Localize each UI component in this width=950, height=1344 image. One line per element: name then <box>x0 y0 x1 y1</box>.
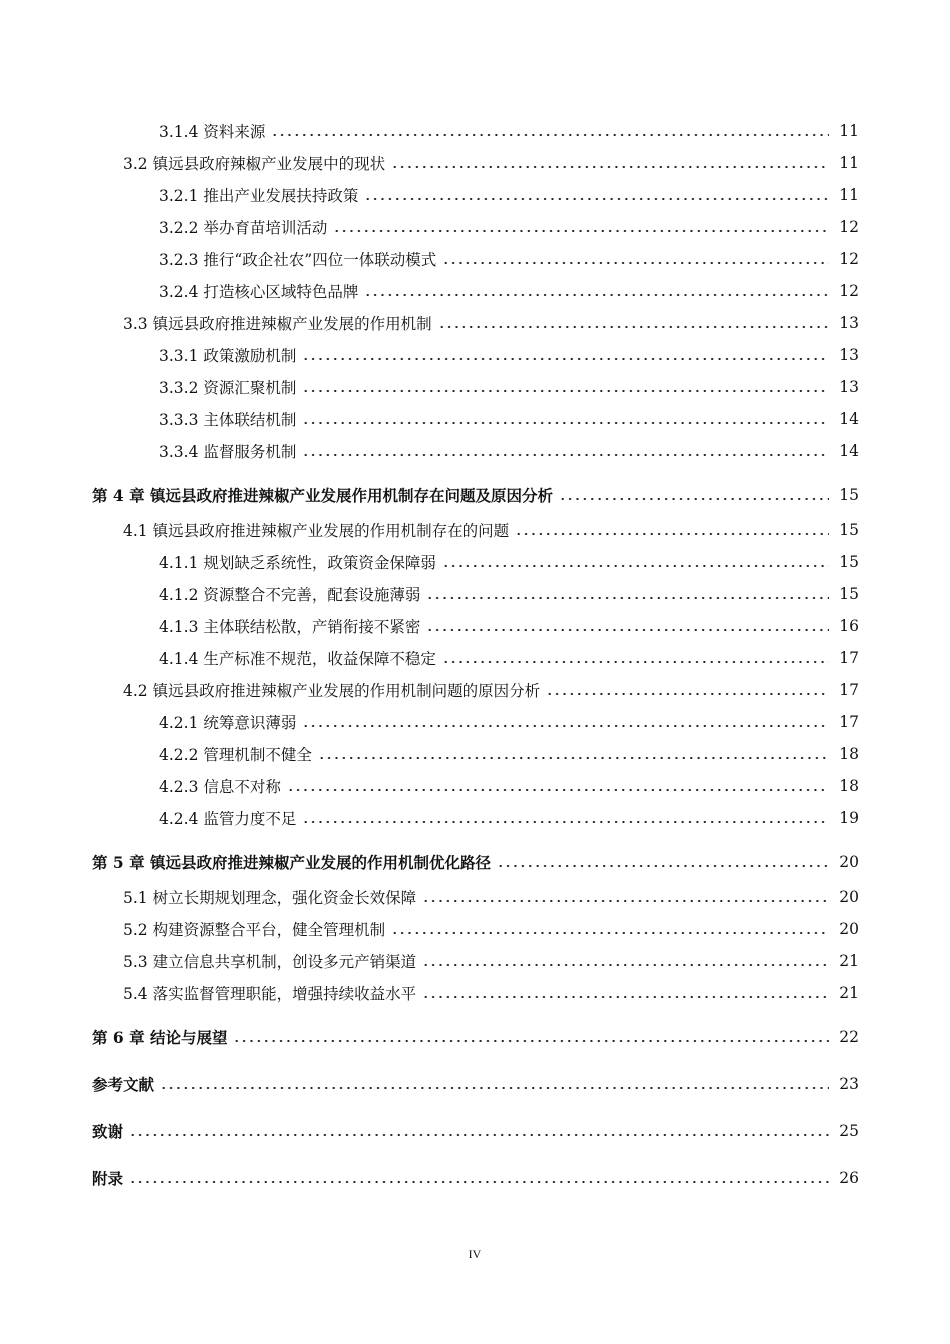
dot-leader <box>129 1181 829 1183</box>
toc-entry[interactable] <box>0 147 950 179</box>
toc-entry[interactable] <box>0 275 950 307</box>
toc-entry-page: 13 <box>839 378 859 396</box>
toc-entry-title: 3.1.4 资料来源 <box>159 123 266 141</box>
toc-entry-page: 15 <box>839 585 859 603</box>
toc-entry-title: 3.3.3 主体联结机制 <box>159 411 297 429</box>
toc-entry-page: 23 <box>839 1074 859 1093</box>
toc-entry-title: 4.1.2 资源整合不完善，配套设施薄弱 <box>159 586 421 604</box>
toc-entry-title: 3.2 镇远县政府辣椒产业发展中的现状 <box>123 155 386 173</box>
toc-entry-page: 14 <box>839 442 859 460</box>
toc-entry[interactable] <box>0 770 950 802</box>
toc-entry-title: 4.2 镇远县政府推进辣椒产业发展的作用机制问题的原因分析 <box>123 682 541 700</box>
dot-leader <box>364 294 829 296</box>
toc-entry-page: 20 <box>839 888 859 906</box>
toc-entry-page: 17 <box>839 713 859 731</box>
dot-leader <box>546 693 829 695</box>
toc-entry-page: 14 <box>839 410 859 428</box>
toc-entry-title: 3.3.2 资源汇聚机制 <box>159 379 297 397</box>
dot-leader <box>302 821 829 823</box>
dot-leader <box>364 198 829 200</box>
toc-entry[interactable] <box>0 610 950 642</box>
toc-entry-page: 18 <box>839 745 859 763</box>
dot-leader <box>442 565 829 567</box>
toc-entry-page: 12 <box>839 218 859 236</box>
dot-leader <box>559 498 829 500</box>
toc-entry[interactable] <box>0 706 950 738</box>
dot-leader <box>318 757 829 759</box>
dot-leader <box>442 661 829 663</box>
toc-chapter[interactable] <box>0 1017 950 1056</box>
toc-entry-title: 第 5 章 镇远县政府推进辣椒产业发展的作用机制优化路径 <box>92 852 491 872</box>
toc-entry-page: 13 <box>839 314 859 332</box>
toc-entry-page: 11 <box>839 186 859 204</box>
toc-entry-page: 11 <box>839 154 859 172</box>
toc-entry-page: 15 <box>839 485 859 504</box>
dot-leader <box>438 326 829 328</box>
toc-entry[interactable] <box>0 211 950 243</box>
dot-leader <box>391 166 829 168</box>
toc-entry-page: 15 <box>839 521 859 539</box>
toc-chapter[interactable] <box>0 475 950 514</box>
toc-entry-title: 4.2.4 监管力度不足 <box>159 810 297 828</box>
toc-entry-page: 21 <box>839 984 859 1002</box>
dot-leader <box>422 996 829 998</box>
dot-leader <box>302 725 829 727</box>
toc-entry-page: 12 <box>839 282 859 300</box>
dot-leader <box>129 1134 829 1136</box>
toc-entry[interactable] <box>0 307 950 339</box>
toc-chapter[interactable] <box>0 1111 950 1150</box>
toc-entry-title: 3.2.1 推出产业发展扶持政策 <box>159 187 359 205</box>
dot-leader <box>422 964 829 966</box>
toc-entry[interactable] <box>0 403 950 435</box>
dot-leader <box>333 230 829 232</box>
toc-chapter[interactable] <box>0 1064 950 1103</box>
toc-entry[interactable] <box>0 945 950 977</box>
toc-entry-page: 22 <box>839 1027 859 1046</box>
toc-entry-title: 3.2.2 举办育苗培训活动 <box>159 219 328 237</box>
toc-entry-title: 3.3.1 政策激励机制 <box>159 347 297 365</box>
toc-entry-page: 12 <box>839 250 859 268</box>
toc-entry-title: 4.1.3 主体联结松散，产销衔接不紧密 <box>159 618 421 636</box>
toc-entry[interactable] <box>0 738 950 770</box>
toc-entry[interactable] <box>0 115 950 147</box>
toc-entry-title: 第 6 章 结论与展望 <box>92 1027 228 1047</box>
toc-entry-page: 21 <box>839 952 859 970</box>
toc-entry-title: 4.1.1 规划缺乏系统性，政策资金保障弱 <box>159 554 436 572</box>
toc-entry[interactable] <box>0 802 950 834</box>
toc-entry-title: 5.1 树立长期规划理念，强化资金长效保障 <box>123 889 417 907</box>
toc-entry-title: 4.2.3 信息不对称 <box>159 778 281 796</box>
toc-entry-page: 25 <box>839 1121 859 1140</box>
toc-entry-title: 5.4 落实监督管理职能，增强持续收益水平 <box>123 985 417 1003</box>
toc-entry[interactable] <box>0 179 950 211</box>
table-of-contents <box>0 115 950 1197</box>
toc-entry-title: 5.3 建立信息共享机制，创设多元产销渠道 <box>123 953 417 971</box>
toc-entry-page: 19 <box>839 809 859 827</box>
toc-entry[interactable] <box>0 913 950 945</box>
toc-entry-title: 参考文献 <box>92 1074 155 1094</box>
toc-entry-page: 13 <box>839 346 859 364</box>
dot-leader <box>302 454 829 456</box>
dot-leader <box>302 422 829 424</box>
toc-entry-page: 17 <box>839 649 859 667</box>
dot-leader <box>497 865 829 867</box>
toc-entry[interactable] <box>0 514 950 546</box>
toc-entry-title: 致谢 <box>92 1121 124 1141</box>
toc-entry-page: 11 <box>839 122 859 140</box>
toc-entry[interactable] <box>0 339 950 371</box>
dot-leader <box>426 597 829 599</box>
dot-leader <box>287 789 829 791</box>
toc-entry-title: 4.2.1 统筹意识薄弱 <box>159 714 297 732</box>
toc-entry-title: 3.2.3 推行“政企社农”四位一体联动模式 <box>159 251 437 269</box>
toc-entry[interactable] <box>0 674 950 706</box>
dot-leader <box>302 390 829 392</box>
dot-leader <box>391 932 829 934</box>
toc-entry[interactable] <box>0 371 950 403</box>
toc-entry[interactable] <box>0 977 950 1009</box>
toc-entry-page: 16 <box>839 617 859 635</box>
toc-entry-title: 3.3 镇远县政府推进辣椒产业发展的作用机制 <box>123 315 432 333</box>
toc-entry[interactable] <box>0 243 950 275</box>
toc-entry[interactable] <box>0 435 950 467</box>
dot-leader <box>422 900 829 902</box>
toc-entry-title: 第 4 章 镇远县政府推进辣椒产业发展作用机制存在问题及原因分析 <box>92 485 553 505</box>
toc-entry-title: 4.1 镇远县政府推进辣椒产业发展的作用机制存在的问题 <box>123 522 510 540</box>
toc-entry-title: 4.2.2 管理机制不健全 <box>159 746 312 764</box>
toc-entry[interactable] <box>0 546 950 578</box>
dot-leader <box>233 1040 829 1042</box>
toc-entry-title: 4.1.4 生产标准不规范，收益保障不稳定 <box>159 650 436 668</box>
toc-entry[interactable] <box>0 642 950 674</box>
dot-leader <box>426 629 829 631</box>
dot-leader <box>442 262 829 264</box>
toc-entry-title: 3.3.4 监督服务机制 <box>159 443 297 461</box>
toc-entry-page: 20 <box>839 852 859 871</box>
toc-chapter[interactable] <box>0 1158 950 1197</box>
toc-entry-title: 5.2 构建资源整合平台，健全管理机制 <box>123 921 386 939</box>
toc-entry-page: 15 <box>839 553 859 571</box>
toc-entry[interactable] <box>0 578 950 610</box>
dot-leader <box>160 1087 829 1089</box>
toc-entry[interactable] <box>0 881 950 913</box>
toc-entry-title: 附录 <box>92 1168 124 1188</box>
toc-entry-page: 18 <box>839 777 859 795</box>
toc-entry-title: 3.2.4 打造核心区域特色品牌 <box>159 283 359 301</box>
dot-leader <box>271 134 829 136</box>
toc-entry-page: 26 <box>839 1168 859 1187</box>
dot-leader <box>302 358 829 360</box>
toc-entry-page: 17 <box>839 681 859 699</box>
dot-leader <box>515 533 829 535</box>
toc-entry-page: 20 <box>839 920 859 938</box>
toc-chapter[interactable] <box>0 842 950 881</box>
page-number: IV <box>468 1247 482 1261</box>
